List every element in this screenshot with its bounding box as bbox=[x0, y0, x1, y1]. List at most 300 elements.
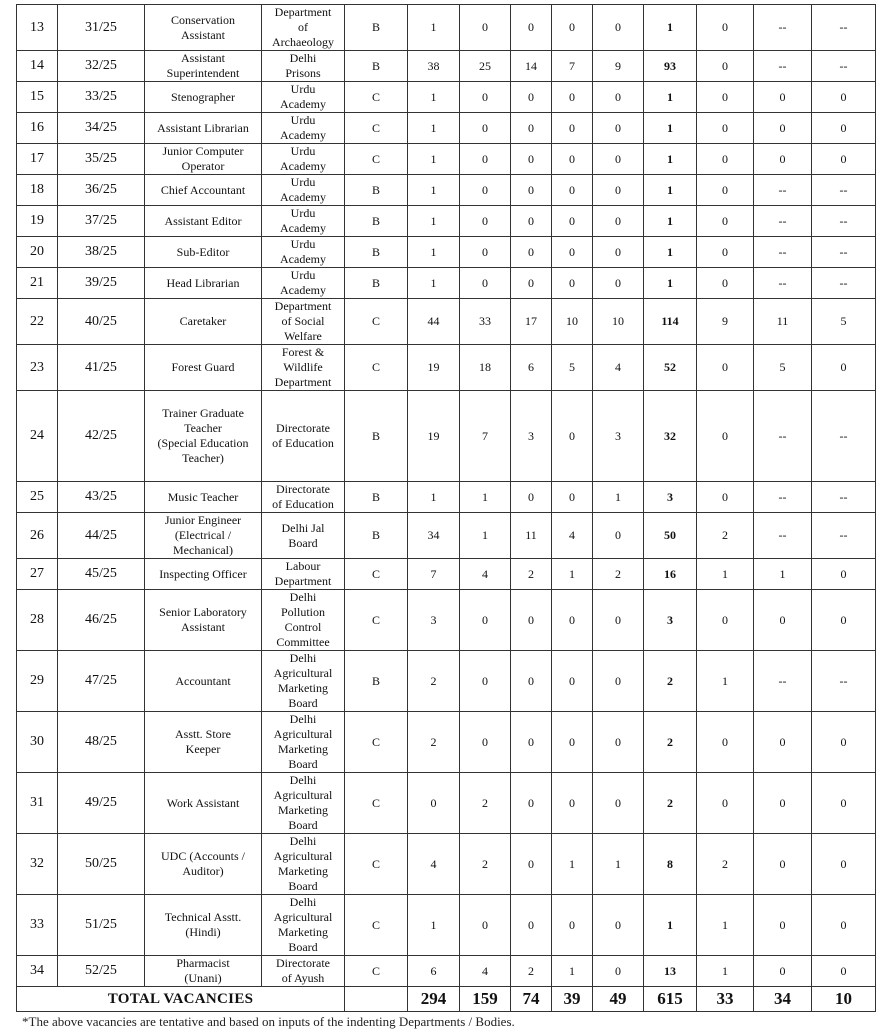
sc-cell: 0 bbox=[511, 482, 552, 513]
table-row bbox=[17, 834, 876, 895]
st-cell: 0 bbox=[552, 651, 593, 712]
obc-cell: 0 bbox=[460, 590, 511, 651]
obc-cell: 1 bbox=[460, 482, 511, 513]
table-row bbox=[17, 237, 876, 268]
sc-cell: 0 bbox=[511, 175, 552, 206]
total-sc: 74 bbox=[511, 987, 552, 1012]
exsm-cell: 0 bbox=[697, 144, 754, 175]
obc-cell: 25 bbox=[460, 51, 511, 82]
exsm-cell: 0 bbox=[697, 51, 754, 82]
st-cell: 4 bbox=[552, 513, 593, 559]
department-cell: Urdu Academy bbox=[262, 206, 345, 237]
ur-cell: 0 bbox=[408, 773, 460, 834]
pwd-cell: -- bbox=[754, 237, 812, 268]
exsm-cell: 0 bbox=[697, 712, 754, 773]
total-cell: 1 bbox=[644, 237, 697, 268]
obc-cell: 0 bbox=[460, 712, 511, 773]
department-cell: Labour Department bbox=[262, 559, 345, 590]
ews-cell: 0 bbox=[593, 651, 644, 712]
st-cell: 0 bbox=[552, 175, 593, 206]
table-row bbox=[17, 651, 876, 712]
total-label: TOTAL VACANCIES bbox=[17, 987, 345, 1012]
other-cell: 0 bbox=[812, 144, 876, 175]
sno-cell: 20 bbox=[17, 237, 58, 268]
sc-cell: 0 bbox=[511, 144, 552, 175]
obc-cell: 0 bbox=[460, 237, 511, 268]
other-cell: 0 bbox=[812, 712, 876, 773]
pwd-cell: 0 bbox=[754, 712, 812, 773]
group-cell: B bbox=[345, 391, 408, 482]
obc-cell: 1 bbox=[460, 513, 511, 559]
post-code-cell: 39/25 bbox=[58, 268, 145, 299]
ews-cell: 0 bbox=[593, 268, 644, 299]
ur-cell: 4 bbox=[408, 834, 460, 895]
post-name-cell: Music Teacher bbox=[145, 482, 262, 513]
sno-cell: 33 bbox=[17, 895, 58, 956]
exsm-cell: 0 bbox=[697, 113, 754, 144]
total-ews: 49 bbox=[593, 987, 644, 1012]
table-row bbox=[17, 590, 876, 651]
department-cell: Urdu Academy bbox=[262, 144, 345, 175]
ur-cell: 1 bbox=[408, 482, 460, 513]
ews-cell: 0 bbox=[593, 956, 644, 987]
group-cell: B bbox=[345, 206, 408, 237]
pwd-cell: 0 bbox=[754, 895, 812, 956]
group-cell: C bbox=[345, 144, 408, 175]
total-group-cell bbox=[345, 987, 408, 1012]
pwd-cell: 5 bbox=[754, 345, 812, 391]
other-cell: 0 bbox=[812, 559, 876, 590]
post-code-cell: 44/25 bbox=[58, 513, 145, 559]
st-cell: 0 bbox=[552, 773, 593, 834]
table-row bbox=[17, 51, 876, 82]
post-code-cell: 42/25 bbox=[58, 391, 145, 482]
ur-cell: 1 bbox=[408, 5, 460, 51]
group-cell: B bbox=[345, 482, 408, 513]
other-cell: 0 bbox=[812, 82, 876, 113]
pwd-cell: -- bbox=[754, 5, 812, 51]
other-cell: -- bbox=[812, 513, 876, 559]
department-cell: Directorate of Education bbox=[262, 391, 345, 482]
other-cell: -- bbox=[812, 175, 876, 206]
st-cell: 0 bbox=[552, 482, 593, 513]
ur-cell: 1 bbox=[408, 206, 460, 237]
post-code-cell: 36/25 bbox=[58, 175, 145, 206]
total-st: 39 bbox=[552, 987, 593, 1012]
total-exsm: 33 bbox=[697, 987, 754, 1012]
total-cell: 93 bbox=[644, 51, 697, 82]
post-code-cell: 52/25 bbox=[58, 956, 145, 987]
exsm-cell: 0 bbox=[697, 206, 754, 237]
group-cell: B bbox=[345, 268, 408, 299]
ews-cell: 0 bbox=[593, 513, 644, 559]
pwd-cell: -- bbox=[754, 513, 812, 559]
sc-cell: 2 bbox=[511, 559, 552, 590]
obc-cell: 0 bbox=[460, 82, 511, 113]
sno-cell: 25 bbox=[17, 482, 58, 513]
footnote: *The above vacancies are tentative and based on inputs of the indenting Departments / Bodies. bbox=[22, 1014, 515, 1029]
department-cell: Directorate of Education bbox=[262, 482, 345, 513]
ur-cell: 6 bbox=[408, 956, 460, 987]
obc-cell: 4 bbox=[460, 956, 511, 987]
total-cell: 1 bbox=[644, 206, 697, 237]
table-row bbox=[17, 391, 876, 482]
other-cell: 5 bbox=[812, 299, 876, 345]
other-cell: 0 bbox=[812, 590, 876, 651]
group-cell: C bbox=[345, 956, 408, 987]
department-cell: Department of Archaeology bbox=[262, 5, 345, 51]
post-code-cell: 51/25 bbox=[58, 895, 145, 956]
ur-cell: 7 bbox=[408, 559, 460, 590]
other-cell: -- bbox=[812, 482, 876, 513]
sno-cell: 27 bbox=[17, 559, 58, 590]
ews-cell: 0 bbox=[593, 113, 644, 144]
sno-cell: 31 bbox=[17, 773, 58, 834]
sc-cell: 11 bbox=[511, 513, 552, 559]
other-cell: 0 bbox=[812, 345, 876, 391]
other-cell: -- bbox=[812, 5, 876, 51]
group-cell: B bbox=[345, 237, 408, 268]
st-cell: 5 bbox=[552, 345, 593, 391]
group-cell: C bbox=[345, 834, 408, 895]
sc-cell: 0 bbox=[511, 712, 552, 773]
post-name-cell: Caretaker bbox=[145, 299, 262, 345]
group-cell: C bbox=[345, 895, 408, 956]
department-cell: Urdu Academy bbox=[262, 268, 345, 299]
total-cell: 1 bbox=[644, 5, 697, 51]
ur-cell: 1 bbox=[408, 895, 460, 956]
table-row bbox=[17, 268, 876, 299]
total-cell: 1 bbox=[644, 144, 697, 175]
post-name-cell: Sub-Editor bbox=[145, 237, 262, 268]
other-cell: -- bbox=[812, 651, 876, 712]
vacancy-rows bbox=[17, 5, 876, 987]
other-cell: 0 bbox=[812, 956, 876, 987]
sno-cell: 29 bbox=[17, 651, 58, 712]
total-cell: 114 bbox=[644, 299, 697, 345]
other-cell: 0 bbox=[812, 773, 876, 834]
post-code-cell: 34/25 bbox=[58, 113, 145, 144]
sno-cell: 14 bbox=[17, 51, 58, 82]
ews-cell: 0 bbox=[593, 5, 644, 51]
post-code-cell: 40/25 bbox=[58, 299, 145, 345]
obc-cell: 0 bbox=[460, 5, 511, 51]
vacancy-table bbox=[16, 4, 876, 1012]
post-code-cell: 46/25 bbox=[58, 590, 145, 651]
table-row bbox=[17, 206, 876, 237]
obc-cell: 0 bbox=[460, 268, 511, 299]
post-name-cell: UDC (Accounts / Auditor) bbox=[145, 834, 262, 895]
st-cell: 0 bbox=[552, 113, 593, 144]
sc-cell: 0 bbox=[511, 206, 552, 237]
table-row bbox=[17, 956, 876, 987]
post-name-cell: Work Assistant bbox=[145, 773, 262, 834]
table-row bbox=[17, 712, 876, 773]
sc-cell: 0 bbox=[511, 651, 552, 712]
exsm-cell: 0 bbox=[697, 773, 754, 834]
post-code-cell: 38/25 bbox=[58, 237, 145, 268]
ews-cell: 0 bbox=[593, 144, 644, 175]
table-row bbox=[17, 82, 876, 113]
table-row bbox=[17, 773, 876, 834]
pwd-cell: 0 bbox=[754, 773, 812, 834]
department-cell: Delhi Agricultural Marketing Board bbox=[262, 712, 345, 773]
post-code-cell: 32/25 bbox=[58, 51, 145, 82]
post-code-cell: 41/25 bbox=[58, 345, 145, 391]
sno-cell: 26 bbox=[17, 513, 58, 559]
other-cell: 0 bbox=[812, 834, 876, 895]
total-ur: 294 bbox=[408, 987, 460, 1012]
ur-cell: 1 bbox=[408, 144, 460, 175]
other-cell: -- bbox=[812, 237, 876, 268]
exsm-cell: 0 bbox=[697, 590, 754, 651]
group-cell: C bbox=[345, 299, 408, 345]
total-total: 615 bbox=[644, 987, 697, 1012]
obc-cell: 2 bbox=[460, 773, 511, 834]
st-cell: 7 bbox=[552, 51, 593, 82]
ur-cell: 19 bbox=[408, 391, 460, 482]
post-name-cell: Senior Laboratory Assistant bbox=[145, 590, 262, 651]
other-cell: -- bbox=[812, 206, 876, 237]
pwd-cell: -- bbox=[754, 206, 812, 237]
other-cell: -- bbox=[812, 391, 876, 482]
group-cell: C bbox=[345, 712, 408, 773]
other-cell: -- bbox=[812, 51, 876, 82]
total-cell: 1 bbox=[644, 113, 697, 144]
total-cell: 3 bbox=[644, 482, 697, 513]
other-cell: 0 bbox=[812, 895, 876, 956]
total-cell: 8 bbox=[644, 834, 697, 895]
ur-cell: 1 bbox=[408, 113, 460, 144]
sc-cell: 17 bbox=[511, 299, 552, 345]
exsm-cell: 0 bbox=[697, 391, 754, 482]
post-name-cell: Conservation Assistant bbox=[145, 5, 262, 51]
sno-cell: 28 bbox=[17, 590, 58, 651]
post-code-cell: 48/25 bbox=[58, 712, 145, 773]
sc-cell: 0 bbox=[511, 5, 552, 51]
total-cell: 52 bbox=[644, 345, 697, 391]
obc-cell: 0 bbox=[460, 175, 511, 206]
department-cell: Urdu Academy bbox=[262, 82, 345, 113]
exsm-cell: 1 bbox=[697, 895, 754, 956]
ur-cell: 1 bbox=[408, 82, 460, 113]
post-code-cell: 35/25 bbox=[58, 144, 145, 175]
group-cell: C bbox=[345, 773, 408, 834]
table-row bbox=[17, 113, 876, 144]
obc-cell: 4 bbox=[460, 559, 511, 590]
sno-cell: 17 bbox=[17, 144, 58, 175]
st-cell: 0 bbox=[552, 895, 593, 956]
exsm-cell: 1 bbox=[697, 956, 754, 987]
department-cell: Delhi Agricultural Marketing Board bbox=[262, 895, 345, 956]
other-cell: -- bbox=[812, 268, 876, 299]
sno-cell: 16 bbox=[17, 113, 58, 144]
ur-cell: 3 bbox=[408, 590, 460, 651]
total-row bbox=[17, 987, 876, 1012]
group-cell: B bbox=[345, 175, 408, 206]
total-cell: 2 bbox=[644, 773, 697, 834]
total-cell: 13 bbox=[644, 956, 697, 987]
st-cell: 10 bbox=[552, 299, 593, 345]
pwd-cell: -- bbox=[754, 391, 812, 482]
exsm-cell: 0 bbox=[697, 268, 754, 299]
post-name-cell: Assistant Superintendent bbox=[145, 51, 262, 82]
exsm-cell: 0 bbox=[697, 237, 754, 268]
sno-cell: 34 bbox=[17, 956, 58, 987]
ur-cell: 2 bbox=[408, 712, 460, 773]
department-cell: Directorate of Ayush bbox=[262, 956, 345, 987]
sno-cell: 13 bbox=[17, 5, 58, 51]
group-cell: C bbox=[345, 590, 408, 651]
ur-cell: 1 bbox=[408, 175, 460, 206]
exsm-cell: 1 bbox=[697, 559, 754, 590]
ur-cell: 2 bbox=[408, 651, 460, 712]
sc-cell: 0 bbox=[511, 834, 552, 895]
post-name-cell: Chief Accountant bbox=[145, 175, 262, 206]
post-name-cell: Asstt. Store Keeper bbox=[145, 712, 262, 773]
obc-cell: 33 bbox=[460, 299, 511, 345]
sc-cell: 0 bbox=[511, 82, 552, 113]
exsm-cell: 9 bbox=[697, 299, 754, 345]
sno-cell: 24 bbox=[17, 391, 58, 482]
department-cell: Delhi Jal Board bbox=[262, 513, 345, 559]
post-code-cell: 45/25 bbox=[58, 559, 145, 590]
pwd-cell: 1 bbox=[754, 559, 812, 590]
group-cell: C bbox=[345, 82, 408, 113]
group-cell: C bbox=[345, 345, 408, 391]
obc-cell: 0 bbox=[460, 113, 511, 144]
obc-cell: 0 bbox=[460, 206, 511, 237]
post-code-cell: 43/25 bbox=[58, 482, 145, 513]
ur-cell: 1 bbox=[408, 268, 460, 299]
obc-cell: 0 bbox=[460, 144, 511, 175]
st-cell: 0 bbox=[552, 268, 593, 299]
ur-cell: 44 bbox=[408, 299, 460, 345]
department-cell: Delhi Agricultural Marketing Board bbox=[262, 651, 345, 712]
total-cell: 16 bbox=[644, 559, 697, 590]
sno-cell: 23 bbox=[17, 345, 58, 391]
table-row bbox=[17, 345, 876, 391]
ews-cell: 0 bbox=[593, 773, 644, 834]
st-cell: 1 bbox=[552, 834, 593, 895]
sc-cell: 2 bbox=[511, 956, 552, 987]
sc-cell: 0 bbox=[511, 773, 552, 834]
post-code-cell: 47/25 bbox=[58, 651, 145, 712]
post-name-cell: Assistant Editor bbox=[145, 206, 262, 237]
table-row bbox=[17, 299, 876, 345]
post-name-cell: Accountant bbox=[145, 651, 262, 712]
post-name-cell: Stenographer bbox=[145, 82, 262, 113]
post-name-cell: Head Librarian bbox=[145, 268, 262, 299]
other-cell: 0 bbox=[812, 113, 876, 144]
exsm-cell: 0 bbox=[697, 175, 754, 206]
pwd-cell: 0 bbox=[754, 113, 812, 144]
exsm-cell: 2 bbox=[697, 513, 754, 559]
st-cell: 0 bbox=[552, 144, 593, 175]
st-cell: 0 bbox=[552, 590, 593, 651]
ews-cell: 0 bbox=[593, 237, 644, 268]
sc-cell: 0 bbox=[511, 237, 552, 268]
total-cell: 2 bbox=[644, 651, 697, 712]
pwd-cell: 0 bbox=[754, 956, 812, 987]
ews-cell: 0 bbox=[593, 590, 644, 651]
ur-cell: 19 bbox=[408, 345, 460, 391]
sno-cell: 22 bbox=[17, 299, 58, 345]
ews-cell: 0 bbox=[593, 175, 644, 206]
post-name-cell: Technical Asstt. (Hindi) bbox=[145, 895, 262, 956]
total-cell: 1 bbox=[644, 895, 697, 956]
st-cell: 0 bbox=[552, 82, 593, 113]
ews-cell: 4 bbox=[593, 345, 644, 391]
post-name-cell: Junior Engineer (Electrical / Mechanical) bbox=[145, 513, 262, 559]
exsm-cell: 0 bbox=[697, 345, 754, 391]
total-obc: 159 bbox=[460, 987, 511, 1012]
st-cell: 0 bbox=[552, 391, 593, 482]
pwd-cell: -- bbox=[754, 175, 812, 206]
ews-cell: 9 bbox=[593, 51, 644, 82]
st-cell: 1 bbox=[552, 559, 593, 590]
pwd-cell: 0 bbox=[754, 82, 812, 113]
post-code-cell: 49/25 bbox=[58, 773, 145, 834]
pwd-cell: -- bbox=[754, 482, 812, 513]
department-cell: Urdu Academy bbox=[262, 237, 345, 268]
st-cell: 1 bbox=[552, 956, 593, 987]
obc-cell: 18 bbox=[460, 345, 511, 391]
ews-cell: 0 bbox=[593, 895, 644, 956]
table-row bbox=[17, 144, 876, 175]
department-cell: Delhi Agricultural Marketing Board bbox=[262, 773, 345, 834]
st-cell: 0 bbox=[552, 712, 593, 773]
department-cell: Department of Social Welfare bbox=[262, 299, 345, 345]
sc-cell: 0 bbox=[511, 268, 552, 299]
department-cell: Delhi Pollution Control Committee bbox=[262, 590, 345, 651]
total-cell: 3 bbox=[644, 590, 697, 651]
group-cell: C bbox=[345, 559, 408, 590]
table-row bbox=[17, 5, 876, 51]
department-cell: Urdu Academy bbox=[262, 113, 345, 144]
obc-cell: 7 bbox=[460, 391, 511, 482]
sc-cell: 0 bbox=[511, 895, 552, 956]
ews-cell: 2 bbox=[593, 559, 644, 590]
sc-cell: 14 bbox=[511, 51, 552, 82]
total-pwd: 34 bbox=[754, 987, 812, 1012]
table-row bbox=[17, 895, 876, 956]
post-name-cell: Forest Guard bbox=[145, 345, 262, 391]
ur-cell: 38 bbox=[408, 51, 460, 82]
exsm-cell: 1 bbox=[697, 651, 754, 712]
post-name-cell: Pharmacist (Unani) bbox=[145, 956, 262, 987]
table-row bbox=[17, 175, 876, 206]
sno-cell: 32 bbox=[17, 834, 58, 895]
total-cell: 32 bbox=[644, 391, 697, 482]
ews-cell: 0 bbox=[593, 206, 644, 237]
total-cell: 50 bbox=[644, 513, 697, 559]
total-cell: 1 bbox=[644, 268, 697, 299]
sc-cell: 6 bbox=[511, 345, 552, 391]
sc-cell: 0 bbox=[511, 590, 552, 651]
group-cell: C bbox=[345, 113, 408, 144]
post-name-cell: Trainer Graduate Teacher (Special Education Teacher) bbox=[145, 391, 262, 482]
table-row bbox=[17, 482, 876, 513]
ews-cell: 3 bbox=[593, 391, 644, 482]
post-code-cell: 31/25 bbox=[58, 5, 145, 51]
exsm-cell: 0 bbox=[697, 5, 754, 51]
total-cell: 1 bbox=[644, 82, 697, 113]
group-cell: B bbox=[345, 5, 408, 51]
total-cell: 2 bbox=[644, 712, 697, 773]
group-cell: B bbox=[345, 651, 408, 712]
group-cell: B bbox=[345, 51, 408, 82]
